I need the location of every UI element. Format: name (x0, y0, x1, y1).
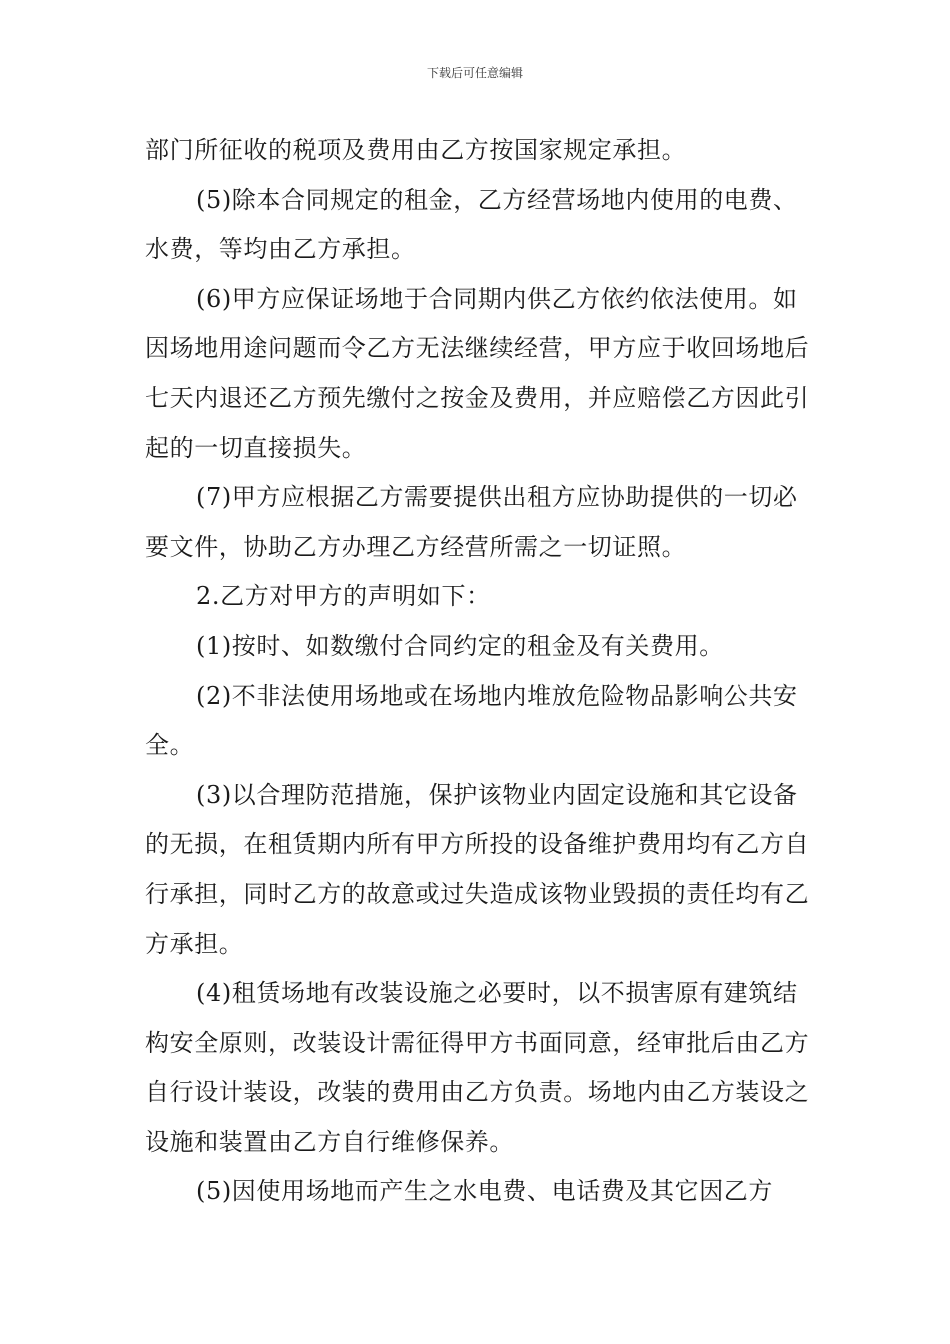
paragraph-utility-fees: (5)因使用场地而产生之水电费、电话费及其它因乙方 (196, 1177, 773, 1206)
paragraph-rent-payment: (1)按时、如数缴付合同约定的租金及有关费用。 (196, 631, 724, 660)
paragraph-lessor-guarantee: (6)甲方应保证场地于合同期内供乙方依约依法使用。如因场地用途问题而令乙方无法继续经营，甲方应于收回场地后七天内退还乙方预先缴付之按金及费用，并应赔偿乙方因此引起的一切直接损失。 (145, 284, 810, 462)
paragraph-facility-protection: (3)以合理防范措施，保护该物业内固定设施和其它设备的无损，在租赁期内所有甲方所投的设备维护费用均有乙方自行承担，同时乙方的故意或过失造成该物业毁损的责任均有乙方承担。 (145, 780, 810, 958)
page-header-note: 下载后可任意编辑 (426, 66, 523, 80)
paragraph-public-safety: (2)不非法使用场地或在场地内堆放危险物品影响公共安全。 (145, 681, 798, 760)
paragraph-tax-continuation: 部门所征收的税项及费用由乙方按国家规定承担。 (145, 136, 687, 164)
document-body (145, 126, 820, 1217)
paragraph-lessor-documents: (7)甲方应根据乙方需要提供出租方应协助提供的一切必要文件，协助乙方办理乙方经营所需之一切证照。 (145, 483, 798, 561)
section-heading-lessee-declaration: 2.乙方对甲方的声明如下： (196, 582, 491, 611)
paragraph-renovation: (4)租赁场地有改装设施之必要时，以不损害原有建筑结构安全原则，改装设计需征得甲方书面同意，经审批后由乙方自行设计装设，改装的费用由乙方负责。场地内由乙方装设之设施和装置由乙方自行维修保养。 (145, 979, 810, 1156)
paragraph-lessee-utilities: (5)除本合同规定的租金，乙方经营场地内使用的电费、水费，等均由乙方承担。 (145, 185, 798, 264)
